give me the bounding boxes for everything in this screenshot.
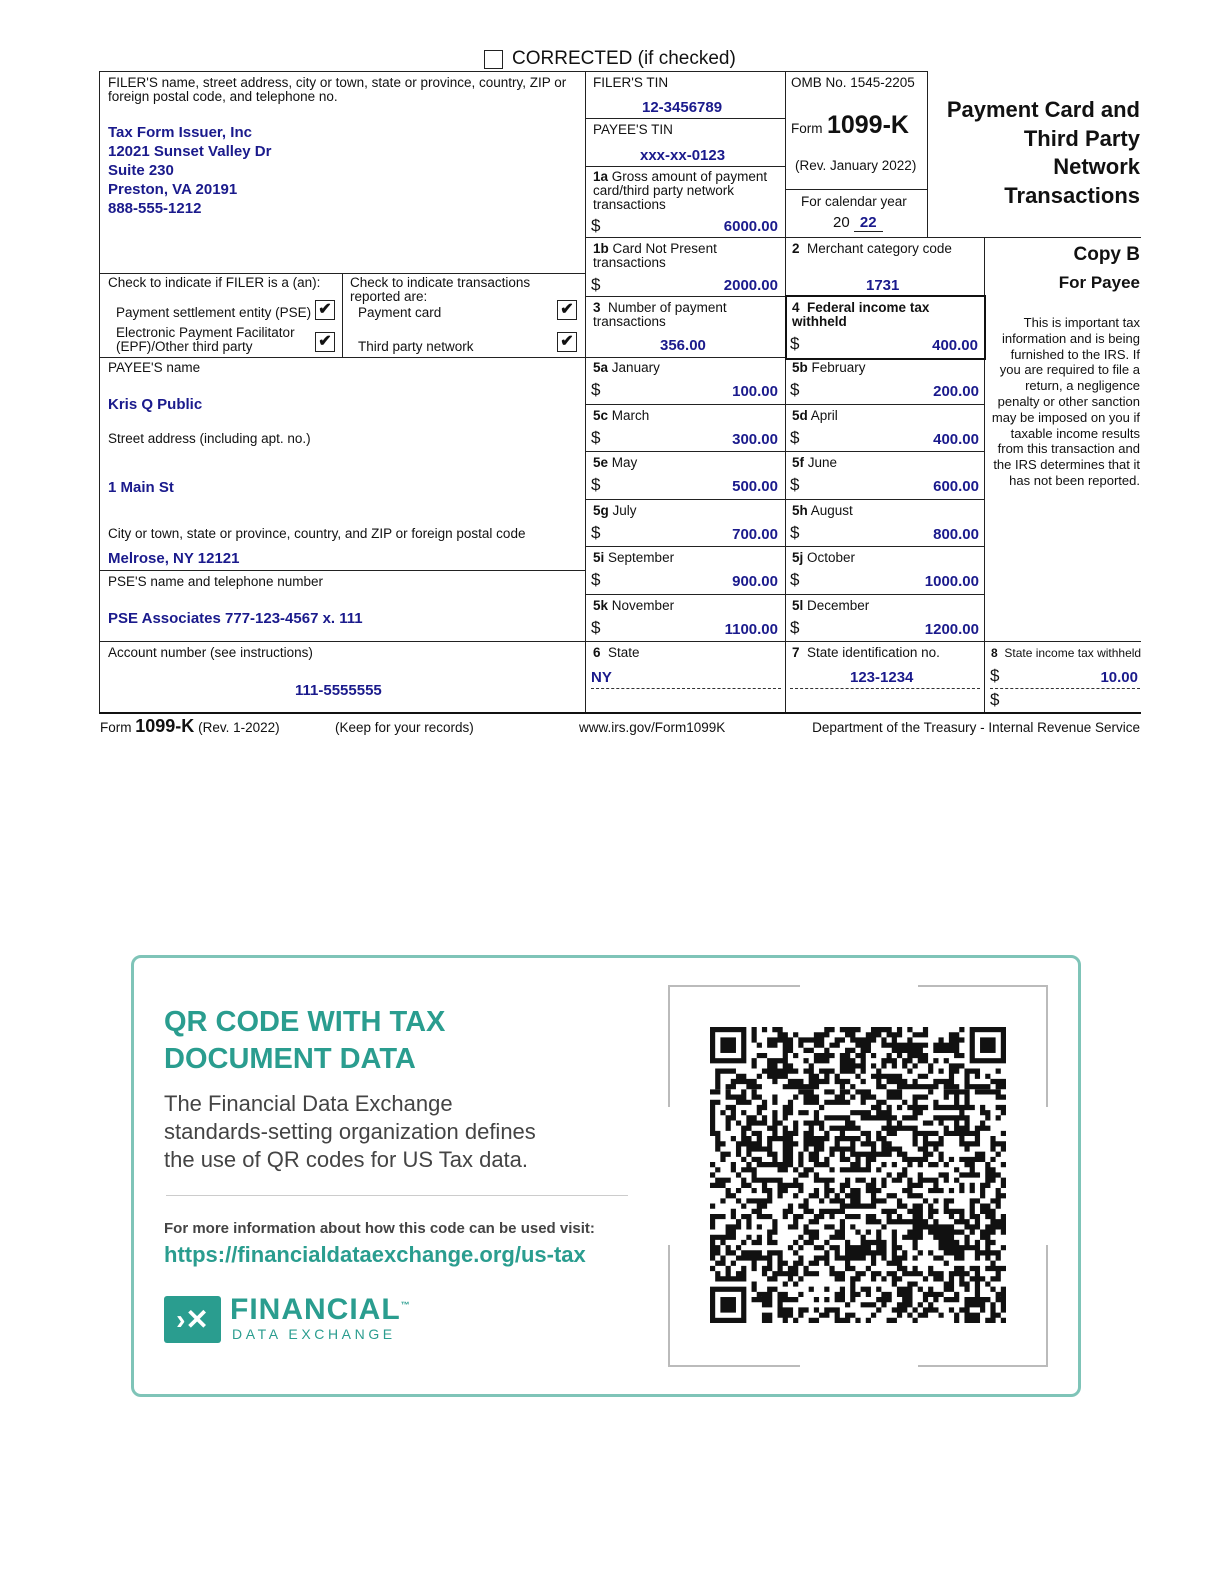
qr-body xyxy=(164,1090,536,1174)
title-line-3: Network xyxy=(1053,154,1140,179)
box-5e-num: 5e xyxy=(593,455,609,470)
corrected-checkbox[interactable] xyxy=(484,50,503,69)
filer-tin: 12-3456789 xyxy=(642,99,723,116)
qr-body-1: The Financial Data Exchange xyxy=(164,1091,453,1116)
box-5k-num: 5k xyxy=(593,597,609,613)
year-prefix: 20 xyxy=(833,214,850,231)
box-5f-num: 5f xyxy=(792,455,805,470)
account-number: 111-5555555 xyxy=(295,682,382,699)
copy-subtitle: For Payee xyxy=(1058,273,1140,292)
cal-year xyxy=(833,214,883,231)
form-prefix: Form xyxy=(791,121,823,136)
qr-link[interactable]: https://financialdataexchange.org/us-tax xyxy=(164,1242,586,1267)
box-5e-month: May xyxy=(611,455,638,470)
footer-dept: Department of the Treasury - Internal Revenue Service xyxy=(812,720,1140,735)
box-5d-num: 5d xyxy=(792,407,808,423)
box-5e-dollar: $ xyxy=(591,475,601,494)
box-5c-label xyxy=(593,409,649,423)
box2-value[interactable]: 1731 xyxy=(866,277,900,294)
title-line-1: Payment Card and xyxy=(946,97,1140,122)
year-suffix[interactable]: 22 xyxy=(854,214,883,232)
footer-form-id xyxy=(100,716,280,737)
box1b-dollar: $ xyxy=(591,275,601,294)
card-option-label: Payment card xyxy=(358,305,442,320)
box-5d xyxy=(785,405,985,453)
box-5a xyxy=(585,357,785,405)
box1a-text: Gross amount of payment card/third party network transactions xyxy=(593,169,768,212)
box6-label xyxy=(593,646,640,660)
payee-name-label: PAYEE'S name xyxy=(108,360,201,375)
qr-body-2: standards-setting organization defines xyxy=(164,1119,536,1144)
box-5e xyxy=(585,452,785,500)
box7-label xyxy=(792,646,940,660)
footer-form-prefix: Form xyxy=(100,720,132,735)
box-5g-value[interactable]: 700.00 xyxy=(732,525,778,543)
box1a-dollar: $ xyxy=(591,216,601,235)
box-5g-num: 5g xyxy=(593,502,609,518)
trans-type-label: Check to indicate transactions reported are: xyxy=(350,275,531,304)
payee-street: 1 Main St xyxy=(108,479,174,496)
filer-line-1: Tax Form Issuer, Inc xyxy=(108,124,252,141)
payee-city-label: City or town, state or province, country, and ZIP or foreign postal code xyxy=(108,526,526,541)
qr-finder-pattern-3 xyxy=(713,1289,744,1320)
box-5i xyxy=(585,547,785,595)
box-5i-num: 5i xyxy=(593,550,605,565)
fdx-logo-mark xyxy=(164,1296,221,1343)
qr-more-info: For more information about how this code can be used visit: xyxy=(164,1220,595,1237)
box-5e-label xyxy=(593,456,637,470)
omb-number: OMB No. 1545-2205 xyxy=(791,75,915,90)
box-5d-value[interactable]: 400.00 xyxy=(933,430,979,448)
box-5k xyxy=(585,595,785,643)
corrected-label: CORRECTED (if checked) xyxy=(512,48,736,69)
box2-num: 2 xyxy=(792,241,800,256)
box1b-value[interactable]: 2000.00 xyxy=(723,277,778,294)
box-5a-num: 5a xyxy=(593,360,609,375)
box-5b-num: 5b xyxy=(792,360,808,375)
box-5l-num: 5l xyxy=(792,597,804,613)
box-5j-dollar: $ xyxy=(790,570,800,589)
epf-checkbox[interactable]: ✔ xyxy=(315,332,335,352)
box-5h-value[interactable]: 800.00 xyxy=(933,525,979,543)
title-line-2: Third Party xyxy=(1023,125,1140,151)
box7-num: 7 xyxy=(792,645,800,660)
form-rev: (Rev. January 2022) xyxy=(795,158,917,173)
cal-year-label: For calendar year xyxy=(801,194,907,209)
payee-city: Melrose, NY 12121 xyxy=(108,550,240,567)
fdx-logo-name-text: FINANCIAL xyxy=(230,1293,401,1326)
box-5l-month: December xyxy=(807,597,870,613)
box-5f-dollar: $ xyxy=(790,475,800,494)
box8-dollar: $ xyxy=(990,666,1000,685)
box-5k-dollar: $ xyxy=(591,617,601,637)
box4-dollar: $ xyxy=(790,334,800,353)
box8-value[interactable]: 10.00 xyxy=(1100,669,1138,686)
box-5b-month: February xyxy=(811,360,866,375)
box-5d-label xyxy=(792,409,838,423)
box-5i-label xyxy=(593,551,674,565)
box-5h xyxy=(785,500,985,548)
qr-heading-2: DOCUMENT DATA xyxy=(164,1043,416,1075)
box-5j-value[interactable]: 1000.00 xyxy=(924,573,979,590)
box7-value[interactable]: 123-1234 xyxy=(850,669,914,686)
box1b-num: 1b xyxy=(593,241,609,256)
pse-option-label: Payment settlement entity (PSE) xyxy=(116,305,312,320)
qr-code-image xyxy=(710,1027,1006,1323)
pse-checkbox[interactable]: ✔ xyxy=(315,300,335,320)
payee-tin: xxx-xx-0123 xyxy=(640,147,726,164)
box8-num: 8 xyxy=(991,646,998,660)
box-5c-num: 5c xyxy=(593,407,609,423)
epf-option-label: Electronic Payment Facilitator (EPF)/Other third party xyxy=(116,325,295,354)
payee-name: Kris Q Public xyxy=(108,396,203,413)
box2-label xyxy=(792,242,952,256)
copy-notice: This is important tax information and is being furnished to the IRS. If you are required to file a return, a negligence penalty or other sanction may be imposed on you if taxable income results from this transaction and the IRS determines that it has not been reported. xyxy=(991,315,1140,488)
fdx-logo-sub: DATA EXCHANGE xyxy=(232,1326,396,1342)
box4-text: Federal income tax withheld xyxy=(792,300,930,329)
footer-form-number: 1099-K xyxy=(135,716,195,736)
box-5h-num: 5h xyxy=(792,502,808,518)
network-checkbox[interactable]: ✔ xyxy=(557,332,577,352)
box-5i-month: September xyxy=(608,550,675,565)
fdx-logo-tm: ™ xyxy=(400,1300,411,1310)
box-5c-value[interactable]: 300.00 xyxy=(732,430,778,448)
qr-finder-pattern-1 xyxy=(713,1030,744,1061)
box-5e-value[interactable]: 500.00 xyxy=(732,478,778,495)
filer-line-3: Suite 230 xyxy=(108,162,174,179)
box2-text: Merchant category code xyxy=(807,241,952,256)
box-5k-month: November xyxy=(611,597,675,613)
form-id xyxy=(791,111,909,140)
box-5h-label xyxy=(792,504,853,518)
qr-modules xyxy=(710,1027,1006,1323)
box-5b-label xyxy=(792,361,866,375)
account-label: Account number (see instructions) xyxy=(108,645,313,660)
box1b-text: Card Not Present transactions xyxy=(593,241,717,270)
box6-text: State xyxy=(608,645,640,660)
copy-title: Copy B xyxy=(1073,244,1140,265)
footer-keep: (Keep for your records) xyxy=(335,720,474,735)
fdx-logo-name xyxy=(230,1293,411,1327)
footer-rev: (Rev. 1-2022) xyxy=(198,720,280,735)
box3-text: Number of payment transactions xyxy=(593,300,727,329)
box4-num: 4 xyxy=(792,300,800,315)
box3-label xyxy=(593,301,763,329)
box-5i-dollar: $ xyxy=(591,570,601,589)
qr-heading xyxy=(164,1004,445,1078)
box-5l-value[interactable]: 1200.00 xyxy=(924,620,979,638)
box-5k-label xyxy=(593,599,674,613)
box-5j-label xyxy=(792,551,855,565)
box-5f-label xyxy=(792,456,837,470)
filer-type-label: Check to indicate if FILER is a (an): xyxy=(108,275,321,290)
box-5j-month: October xyxy=(807,550,856,565)
filer-line-2: 12021 Sunset Valley Dr xyxy=(108,143,272,160)
qr-body-3: the use of QR codes for US Tax data. xyxy=(164,1147,529,1172)
box4-label xyxy=(792,301,962,329)
box-5a-value[interactable]: 100.00 xyxy=(732,383,778,400)
box3-num: 3 xyxy=(593,300,601,315)
payee-street-label: Street address (including apt. no.) xyxy=(108,431,311,446)
qr-heading-1: QR CODE WITH TAX xyxy=(164,1006,446,1038)
title-line-4: Transactions xyxy=(1004,182,1140,208)
box1b-label xyxy=(593,242,773,270)
box-5f xyxy=(785,452,985,500)
network-option-label: Third party network xyxy=(358,339,474,354)
box-5c-dollar: $ xyxy=(591,427,601,447)
box1a-label xyxy=(593,170,783,212)
box-5a-month: January xyxy=(611,360,660,375)
box-5b xyxy=(785,357,985,405)
filer-tin-label: FILER'S TIN xyxy=(593,75,669,90)
box-5a-dollar: $ xyxy=(591,380,601,399)
box-5g xyxy=(585,500,785,548)
box-5d-dollar: $ xyxy=(790,427,800,447)
filer-line-4: Preston, VA 20191 xyxy=(108,181,238,198)
box-5k-value[interactable]: 1100.00 xyxy=(724,620,778,638)
box-5l xyxy=(785,595,985,643)
box7-text: State identification no. xyxy=(807,645,940,660)
qr-finder-pattern-2 xyxy=(972,1030,1003,1061)
box-5l-label xyxy=(792,599,869,613)
box-5l-dollar: $ xyxy=(790,617,800,637)
box-5g-label xyxy=(593,504,637,518)
box-5j-num: 5j xyxy=(792,550,804,565)
box1a-value[interactable]: 6000.00 xyxy=(723,218,778,235)
box3-value[interactable]: 356.00 xyxy=(660,337,706,354)
box-5f-value[interactable]: 600.00 xyxy=(933,478,979,495)
box4-value[interactable]: 400.00 xyxy=(932,337,978,354)
box8-dollar-2: $ xyxy=(990,690,1000,709)
box8-text: State income tax withheld xyxy=(1004,646,1142,660)
box8-label xyxy=(991,646,1141,660)
box-5j xyxy=(785,547,985,595)
pse-info: PSE Associates 777-123-4567 x. 111 xyxy=(108,610,363,627)
box-5g-month: July xyxy=(612,502,637,518)
box-5g-dollar: $ xyxy=(591,522,601,542)
box-5b-value[interactable]: 200.00 xyxy=(933,383,979,400)
box-5f-month: June xyxy=(807,455,838,470)
box-5c-month: March xyxy=(611,407,650,423)
pse-info-label: PSE'S name and telephone number xyxy=(108,574,323,589)
box-5a-label xyxy=(593,361,660,375)
box-5h-dollar: $ xyxy=(790,522,800,542)
box-5i-value[interactable]: 900.00 xyxy=(732,573,778,590)
box1a-num: 1a xyxy=(593,169,609,184)
box-5c xyxy=(585,405,785,453)
box6-value[interactable]: NY xyxy=(591,669,612,686)
card-checkbox[interactable]: ✔ xyxy=(557,300,577,320)
form-number: 1099-K xyxy=(826,111,909,139)
footer-url[interactable]: www.irs.gov/Form1099K xyxy=(579,720,726,735)
filer-label: FILER'S name, street address, city or town, state or province, country, ZIP or foreign postal code, and telephone no. xyxy=(108,75,567,104)
box-5h-month: August xyxy=(810,502,853,518)
box6-num: 6 xyxy=(593,645,601,660)
payee-tin-label: PAYEE'S TIN xyxy=(593,122,673,137)
form-title xyxy=(947,96,1140,210)
box-5d-month: April xyxy=(810,407,838,423)
fdx-logo-glyph-icon: ›✕ xyxy=(176,1304,209,1335)
filer-line-5: 888-555-1212 xyxy=(108,200,202,217)
box-5b-dollar: $ xyxy=(790,380,800,399)
